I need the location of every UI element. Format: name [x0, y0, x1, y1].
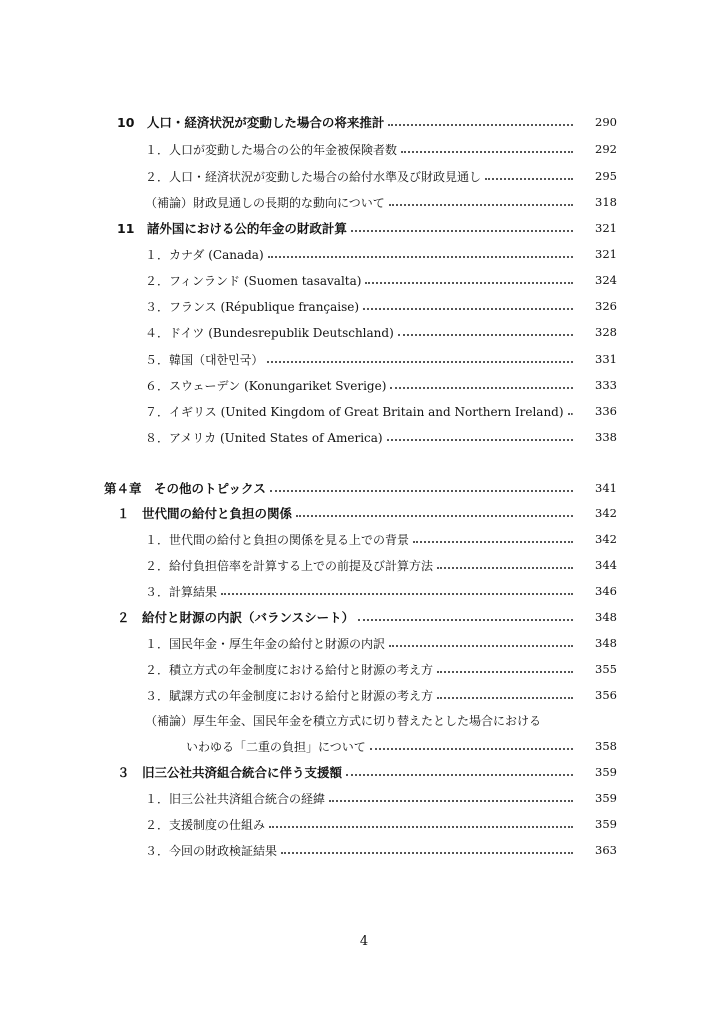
toc-title: １．旧三公社共済組合統合の経緯	[145, 791, 326, 806]
toc-page-number: 341	[595, 481, 617, 495]
toc-item	[0, 320, 728, 344]
toc-page-number: 328	[595, 325, 617, 339]
leader-dots	[389, 644, 573, 647]
leader-dots	[485, 177, 573, 180]
toc-title: ４．ドイツ (Bundesrepublik Deutschland)	[145, 325, 394, 340]
toc-page-number: 359	[595, 765, 617, 779]
toc-page-number: 355	[595, 662, 617, 676]
toc-item	[0, 683, 728, 707]
toc-title: ２．支援制度の仕組み	[145, 817, 266, 832]
toc-title: ２ 給付と財源の内訳（バランスシート）	[117, 610, 355, 625]
toc-item	[0, 786, 728, 810]
leader-dots	[370, 747, 573, 750]
leader-dots	[267, 360, 573, 363]
toc-item	[0, 294, 728, 318]
toc-item	[0, 631, 728, 655]
toc-section	[0, 216, 728, 240]
leader-dots	[398, 333, 573, 336]
leader-dots	[351, 229, 573, 232]
toc-item	[0, 425, 728, 449]
toc-page-number: 346	[595, 584, 617, 598]
toc-title: （補論）厚生年金、国民年金を積立方式に切り替えたとした場合における	[145, 713, 542, 728]
toc-title: ３．賦課方式の年金制度における給付と財源の考え方	[145, 688, 434, 703]
toc-title: 11 諸外国における公的年金の財政計算	[117, 221, 347, 236]
leader-dots	[269, 825, 573, 828]
leader-dots	[388, 123, 573, 126]
toc-item	[0, 137, 728, 161]
toc-item	[0, 708, 728, 732]
toc-title: １ 世代間の給付と負担の関係	[117, 506, 293, 521]
toc-title: ８．アメリカ (United States of America)	[145, 430, 383, 445]
toc-page-number: 292	[595, 142, 617, 156]
toc-item	[0, 579, 728, 603]
toc-item	[0, 268, 728, 292]
leader-dots	[390, 386, 573, 389]
leader-dots	[568, 412, 573, 415]
toc-page-number: 333	[595, 378, 617, 392]
toc-page-number: 342	[595, 532, 617, 546]
toc-page-number: 321	[595, 247, 617, 261]
toc-title: ６．スウェーデン (Konungariket Sverige)	[145, 378, 387, 393]
toc-title: １．人口が変動した場合の公的年金被保険者数	[145, 142, 398, 157]
leader-dots	[346, 773, 573, 776]
toc-page-number: 348	[595, 610, 617, 624]
leader-dots	[389, 203, 573, 206]
toc-title: ５．韓国（대한민국）	[145, 352, 264, 367]
page-number: 4	[359, 934, 369, 949]
leader-dots	[296, 514, 573, 517]
leader-dots	[437, 696, 573, 699]
toc-title: ２．人口・経済状況が変動した場合の給付水準及び財政見通し	[145, 169, 482, 184]
toc-item	[0, 347, 728, 371]
toc-title: ２．積立方式の年金制度における給付と財源の考え方	[145, 662, 434, 677]
toc-page-number: 359	[595, 791, 617, 805]
toc-page-number: 359	[595, 817, 617, 831]
toc-page-number: 321	[595, 221, 617, 235]
toc-section	[0, 760, 728, 784]
toc-item	[0, 838, 728, 862]
toc-item	[0, 190, 728, 214]
toc-title: ３．計算結果	[145, 584, 218, 599]
toc-section	[0, 501, 728, 525]
toc-title: 10 人口・経済状況が変動した場合の将来推計	[117, 115, 385, 130]
leader-dots	[329, 799, 573, 802]
leader-dots	[401, 150, 573, 153]
toc-page-number: 338	[595, 430, 617, 444]
toc-page-number: 324	[595, 273, 617, 287]
toc-item	[0, 527, 728, 551]
toc-item	[0, 242, 728, 266]
toc-chapter	[0, 476, 728, 500]
toc-title: ３．フランス (République française)	[145, 299, 360, 314]
toc-page-number: 342	[595, 506, 617, 520]
toc-page-number: 318	[595, 195, 617, 209]
leader-dots	[387, 438, 573, 441]
leader-dots	[358, 618, 573, 621]
toc-title: １．世代間の給付と負担の関係を見る上での背景	[145, 532, 410, 547]
leader-dots	[365, 281, 573, 284]
toc-section	[0, 110, 728, 134]
toc-item	[0, 164, 728, 188]
toc-page-number: 295	[595, 169, 617, 183]
toc-page-number: 326	[595, 299, 617, 313]
leader-dots	[221, 592, 573, 595]
toc-title: ２．フィンランド (Suomen tasavalta)	[145, 273, 362, 288]
toc-page-number: 356	[595, 688, 617, 702]
toc-title: ３ 旧三公社共済組合統合に伴う支援額	[117, 765, 343, 780]
leader-dots	[270, 489, 573, 492]
toc-item	[0, 657, 728, 681]
toc-page-number: 331	[595, 352, 617, 366]
toc-page-number: 344	[595, 558, 617, 572]
toc-page-number: 336	[595, 404, 617, 418]
toc-title: （補論）財政見通しの長期的な動向について	[145, 195, 385, 210]
leader-dots	[437, 670, 573, 673]
toc-item	[0, 812, 728, 836]
toc-title: ２．給付負担倍率を計算する上での前提及び計算方法	[145, 558, 434, 573]
toc-item	[0, 373, 728, 397]
leader-dots	[281, 851, 573, 854]
toc-page-number: 348	[595, 636, 617, 650]
toc-section	[0, 605, 728, 629]
leader-dots	[437, 566, 573, 569]
toc-title: １．国民年金・厚生年金の給付と財源の内訳	[145, 636, 386, 651]
leader-dots	[413, 540, 573, 543]
toc-page-number: 363	[595, 843, 617, 857]
toc-page-number: 290	[595, 115, 617, 129]
toc-title: ３．今回の財政検証結果	[145, 843, 278, 858]
toc-item	[0, 734, 728, 758]
toc-title: 第４章 その他のトピックス	[104, 481, 266, 496]
toc-page-number: 358	[595, 739, 617, 753]
toc-title: ７．イギリス (United Kingdom of Great Britain and Northern Ireland)	[145, 404, 564, 419]
leader-dots	[268, 255, 573, 258]
toc-item	[0, 399, 728, 423]
toc-title: １．カナダ (Canada)	[145, 247, 264, 262]
toc-item	[0, 553, 728, 577]
leader-dots	[363, 307, 573, 310]
toc-title: いわゆる「二重の負担」について	[186, 739, 366, 754]
